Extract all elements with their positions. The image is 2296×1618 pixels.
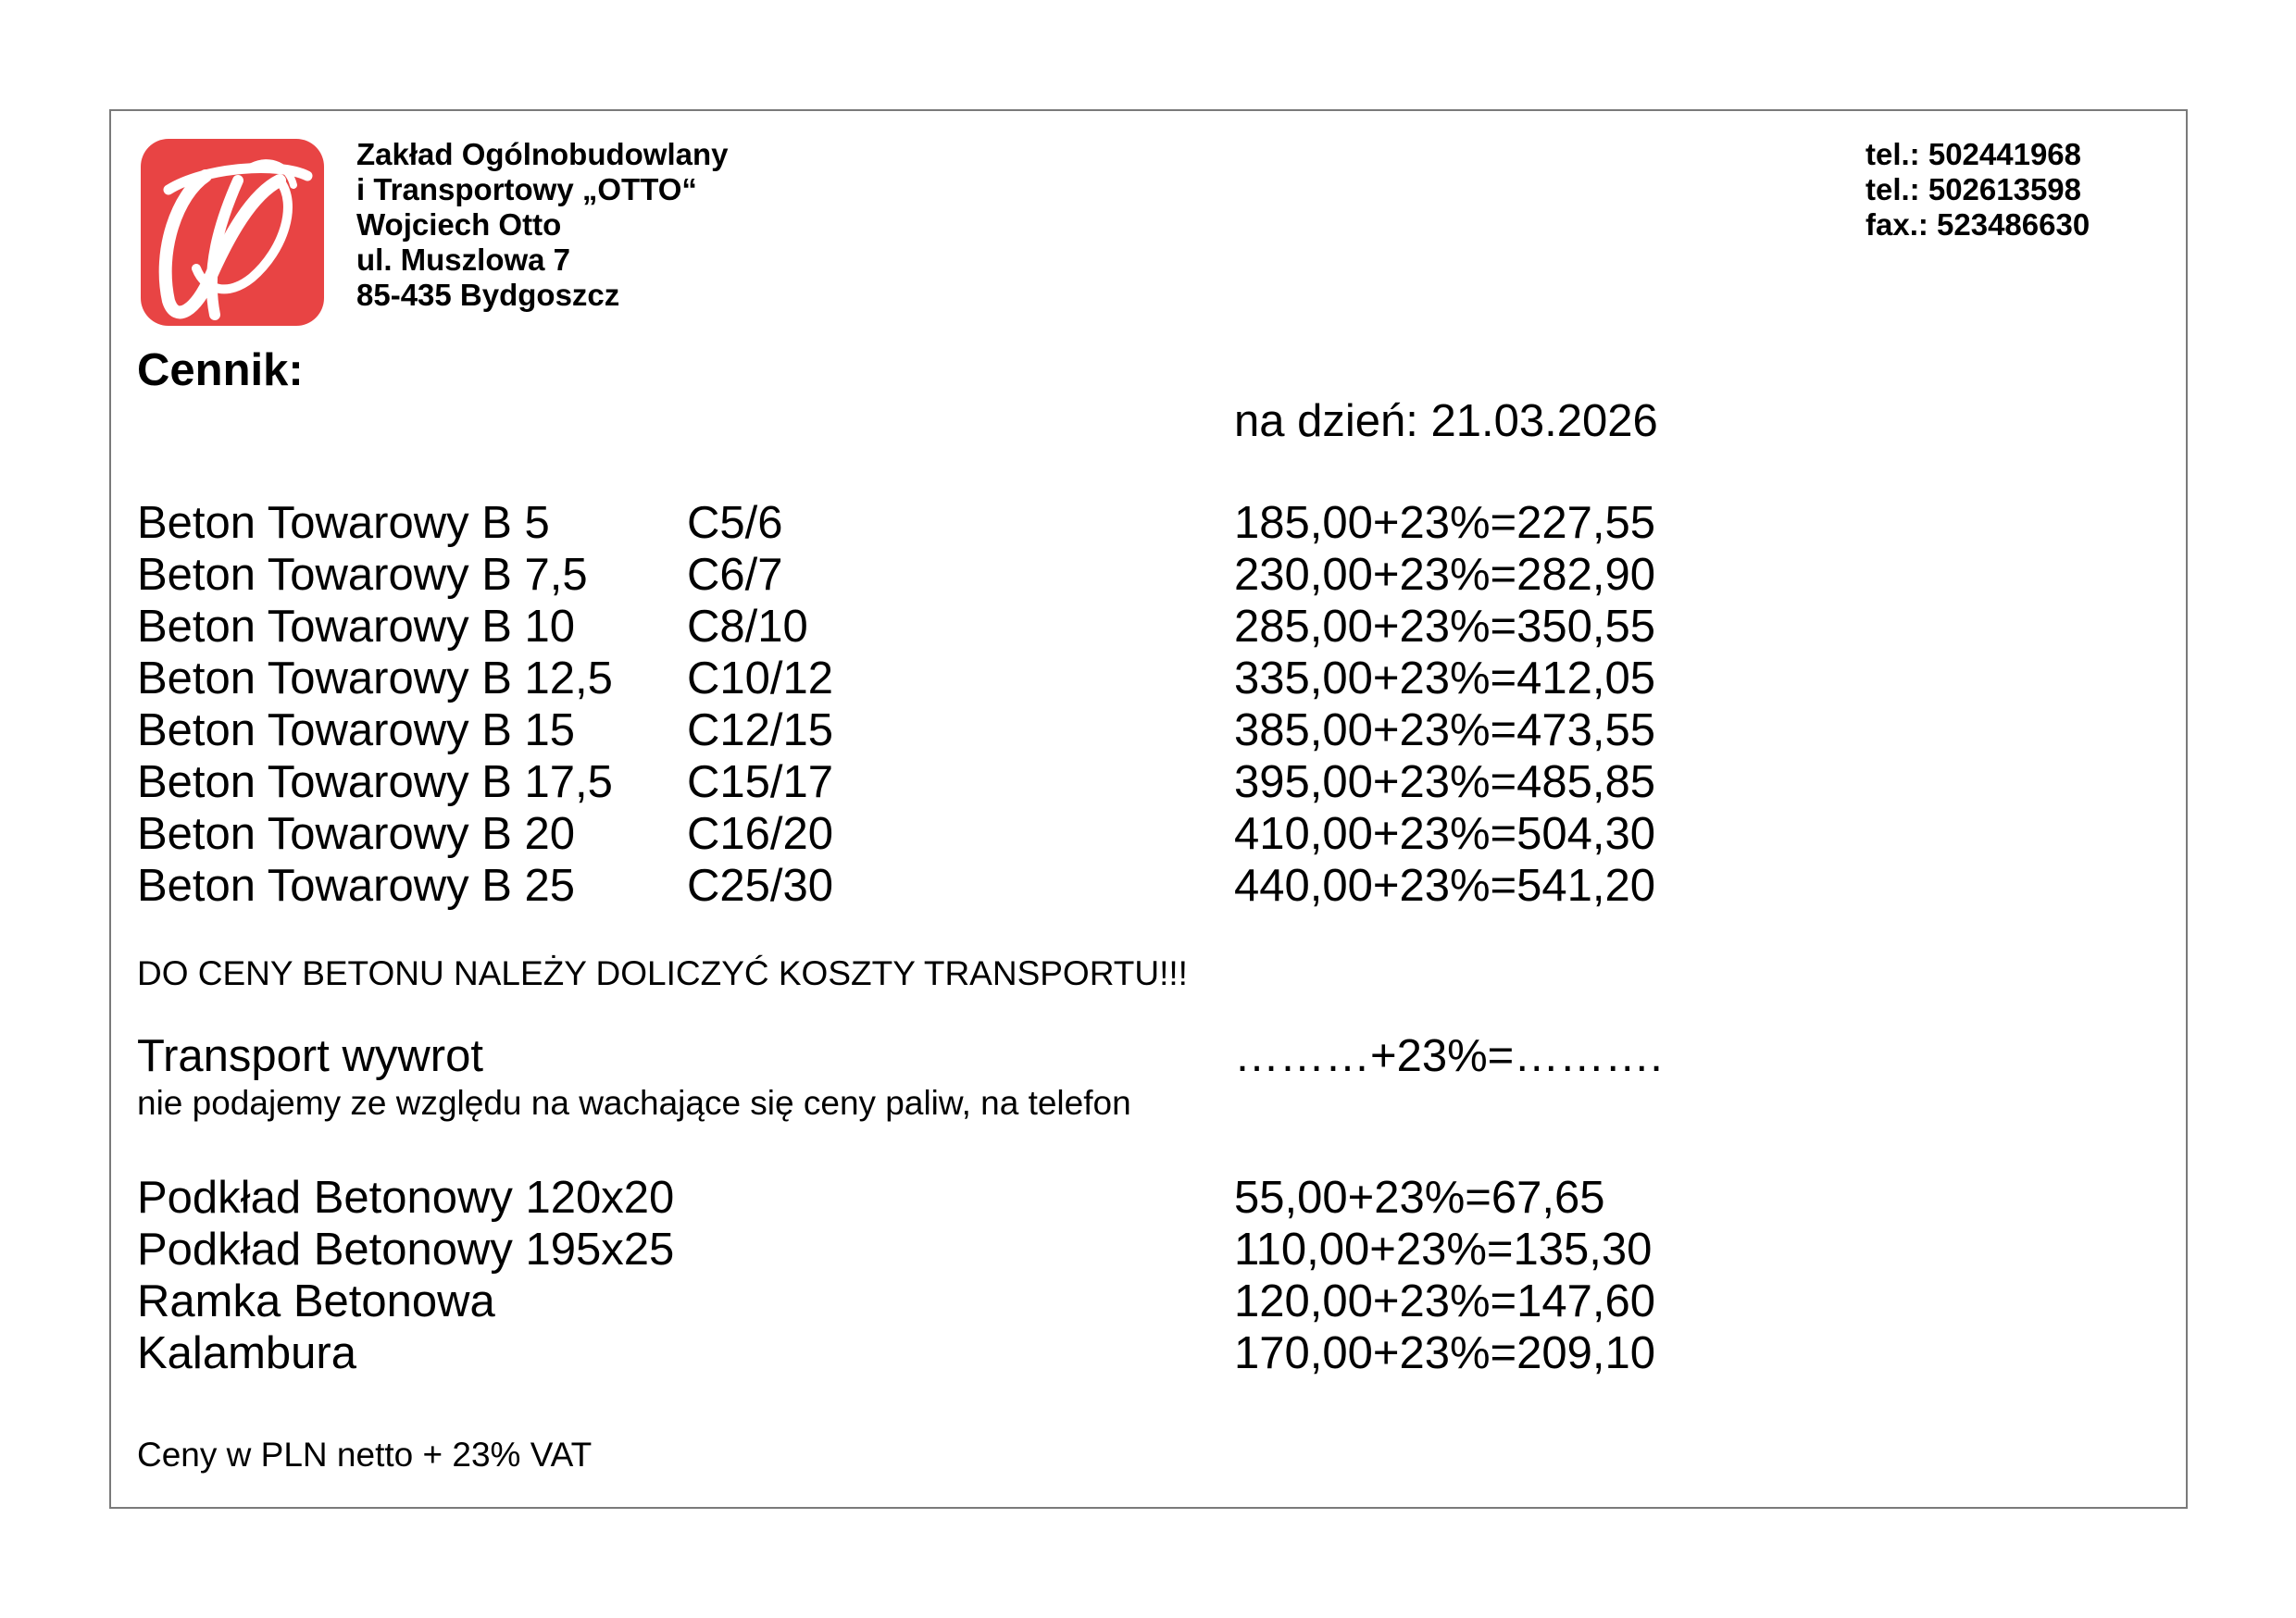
- transport-row: [0, 1030, 2296, 1082]
- company-name-line2: i Transportowy „OTTO“: [356, 172, 697, 206]
- product-price: 170,00+23%=209,10: [1234, 1328, 1656, 1378]
- product-name: Beton Towarowy B 17,5: [137, 757, 613, 807]
- price-row: [0, 1172, 2296, 1224]
- vat-footnote: Ceny w PLN netto + 23% VAT: [137, 1436, 593, 1474]
- product-price: 395,00+23%=485,85: [1234, 757, 1656, 807]
- product-price: 440,00+23%=541,20: [1234, 861, 1656, 911]
- phone-2: tel.: 502613598: [1866, 172, 2082, 206]
- product-price: 410,00+23%=504,30: [1234, 809, 1656, 859]
- concrete-class: C16/20: [687, 809, 834, 859]
- product-price: 385,00+23%=473,55: [1234, 705, 1656, 755]
- product-name: Beton Towarowy B 25: [137, 861, 576, 911]
- price-row: [0, 1276, 2296, 1327]
- product-price: 230,00+23%=282,90: [1234, 550, 1656, 600]
- phone-1: tel.: 502441968: [1866, 137, 2082, 171]
- company-logo: [141, 139, 324, 326]
- price-row: [0, 1327, 2296, 1379]
- company-street: ul. Muszlowa 7: [356, 243, 571, 277]
- price-row: [0, 808, 2296, 860]
- price-row: [0, 653, 2296, 704]
- product-price: 110,00+23%=135,30: [1234, 1225, 1653, 1275]
- concrete-class: C25/30: [687, 861, 834, 911]
- product-price: 185,00+23%=227,55: [1234, 498, 1656, 548]
- price-date: na dzień: 21.03.2026: [1234, 396, 1658, 446]
- concrete-class: C15/17: [687, 757, 834, 807]
- transport-name: Transport wywrot: [137, 1031, 483, 1081]
- concrete-class: C12/15: [687, 705, 834, 755]
- price-row: [0, 756, 2296, 808]
- contact-block: [1866, 137, 2090, 243]
- company-owner: Wojciech Otto: [356, 207, 562, 242]
- concrete-class: C8/10: [687, 602, 808, 652]
- product-name: Beton Towarowy B 5: [137, 498, 550, 548]
- company-city: 85-435 Bydgoszcz: [356, 278, 620, 312]
- product-price: 335,00+23%=412,05: [1234, 653, 1656, 703]
- product-name: Beton Towarowy B 20: [137, 809, 576, 859]
- price-row: [0, 601, 2296, 653]
- product-name: Ramka Betonowa: [137, 1276, 495, 1326]
- price-row: [0, 704, 2296, 756]
- price-row: [0, 860, 2296, 912]
- transport-notice: DO CENY BETONU NALEŻY DOLICZYĆ KOSZTY TRANSPORTU!!!: [137, 954, 1188, 992]
- price-list-heading: Cennik:: [137, 345, 304, 395]
- product-name: Podkład Betonowy 195x25: [137, 1225, 675, 1275]
- price-row: [0, 497, 2296, 549]
- product-name: Beton Towarowy B 12,5: [137, 653, 613, 703]
- product-name: Kalambura: [137, 1328, 356, 1378]
- concrete-class: C5/6: [687, 498, 783, 548]
- product-name: Beton Towarowy B 7,5: [137, 550, 588, 600]
- transport-price: ………+23%=……….: [1234, 1031, 1663, 1081]
- product-price: 120,00+23%=147,60: [1234, 1276, 1656, 1326]
- price-row: [0, 1224, 2296, 1276]
- company-address: [356, 137, 729, 313]
- product-price: 285,00+23%=350,55: [1234, 602, 1656, 652]
- product-name: Podkład Betonowy 120x20: [137, 1173, 675, 1223]
- concrete-class: C10/12: [687, 653, 834, 703]
- company-name-line1: Zakład Ogólnobudowlany: [356, 137, 729, 171]
- logo-letter: O: [141, 139, 142, 140]
- concrete-class: C6/7: [687, 550, 783, 600]
- product-price: 55,00+23%=67,65: [1234, 1173, 1605, 1223]
- product-name: Beton Towarowy B 15: [137, 705, 576, 755]
- price-row: [0, 549, 2296, 601]
- fax-number: fax.: 523486630: [1866, 207, 2090, 242]
- transport-note: nie podajemy ze względu na wachające się ceny paliw, na telefon: [137, 1084, 1131, 1122]
- product-name: Beton Towarowy B 10: [137, 602, 576, 652]
